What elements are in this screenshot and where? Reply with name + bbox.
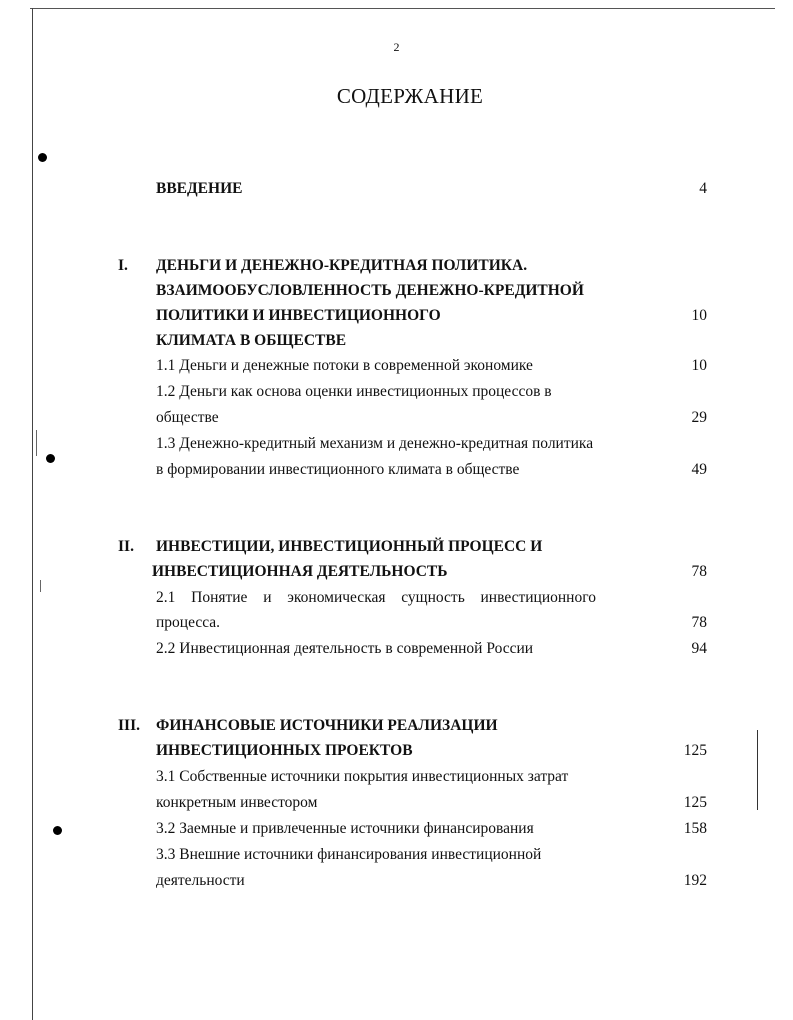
chapter-3-title-line: ФИНАНСОВЫЕ ИСТОЧНИКИ РЕАЛИЗАЦИИ	[156, 717, 498, 734]
word: сущность	[401, 589, 465, 606]
word: экономическая	[287, 589, 386, 606]
section-2-1	[156, 588, 596, 608]
section-2-1-cont: процесса.	[156, 614, 221, 631]
chapter-1-title-line: ВЗАИМООБУСЛОВЛЕННОСТЬ ДЕНЕЖНО-КРЕДИТНОЙ	[156, 282, 584, 299]
chapter-2-page: 78	[691, 563, 707, 580]
chapter-1-page: 10	[691, 307, 707, 324]
chapter-1-title-line: ДЕНЬГИ И ДЕНЕЖНО-КРЕДИТНАЯ ПОЛИТИКА.	[156, 257, 528, 274]
punch-hole-mark	[46, 454, 55, 463]
chapter-1-title-line: ПОЛИТИКИ И ИНВЕСТИЦИОННОГО	[156, 307, 441, 324]
section-3-2-page: 158	[683, 820, 707, 837]
chapter-3-page: 125	[683, 742, 707, 759]
section-1-3-cont: в формировании инвестиционного климата в обществе	[156, 461, 520, 478]
word: и	[263, 589, 272, 606]
word: инвестиционного	[480, 589, 596, 606]
scan-mark	[40, 580, 41, 592]
chapter-1-title-line: КЛИМАТА В ОБЩЕСТВЕ	[156, 332, 347, 349]
chapter-2-title-line: ИНВЕСТИЦИИ, ИНВЕСТИЦИОННЫЙ ПРОЦЕСС И	[156, 538, 543, 555]
page-number: 2	[393, 40, 400, 54]
section-2-2-page: 94	[691, 640, 707, 657]
punch-hole-mark	[53, 826, 62, 835]
section-3-3-page: 192	[683, 872, 707, 889]
section-2-2: 2.2 Инвестиционная деятельность в современной России	[156, 640, 534, 657]
section-3-1: 3.1 Собственные источники покрытия инвестиционных затрат	[156, 768, 569, 785]
section-1-2-cont: обществе	[156, 409, 219, 426]
section-3-1-cont: конкретным инвестором	[156, 794, 318, 811]
scan-edge-left	[32, 8, 33, 1020]
section-3-3: 3.3 Внешние источники финансирования инвестиционной	[156, 846, 542, 863]
toc-intro-page: 4	[699, 180, 707, 197]
scan-mark	[36, 430, 37, 456]
section-1-3-page: 49	[691, 461, 707, 478]
chapter-3-numeral: III.	[118, 717, 140, 734]
scan-edge-top	[30, 8, 775, 9]
section-3-3-cont: деятельности	[156, 872, 245, 889]
punch-hole-mark	[38, 153, 47, 162]
word: Понятие	[191, 589, 248, 606]
section-3-2: 3.2 Заемные и привлеченные источники финансирования	[156, 820, 534, 837]
scan-mark-right	[757, 730, 758, 810]
chapter-1-numeral: I.	[118, 257, 128, 274]
chapter-2-numeral: II.	[118, 538, 134, 555]
chapter-3-title-line: ИНВЕСТИЦИОННЫХ ПРОЕКТОВ	[156, 742, 413, 759]
page-title: СОДЕРЖАНИЕ	[336, 84, 484, 108]
word: 2.1	[156, 589, 176, 606]
chapter-2-title-line: ИНВЕСТИЦИОННАЯ ДЕЯТЕЛЬНОСТЬ	[152, 563, 448, 580]
toc-intro-label: ВВЕДЕНИЕ	[156, 180, 243, 197]
section-2-1-page: 78	[691, 614, 707, 631]
section-3-1-page: 125	[683, 794, 707, 811]
section-1-2-page: 29	[691, 409, 707, 426]
section-1-1-page: 10	[691, 357, 707, 374]
section-1-1: 1.1 Деньги и денежные потоки в современной экономике	[156, 357, 533, 374]
section-1-3: 1.3 Денежно-кредитный механизм и денежно-кредитная политика	[156, 435, 594, 452]
section-1-2: 1.2 Деньги как основа оценки инвестиционных процессов в	[156, 383, 552, 400]
